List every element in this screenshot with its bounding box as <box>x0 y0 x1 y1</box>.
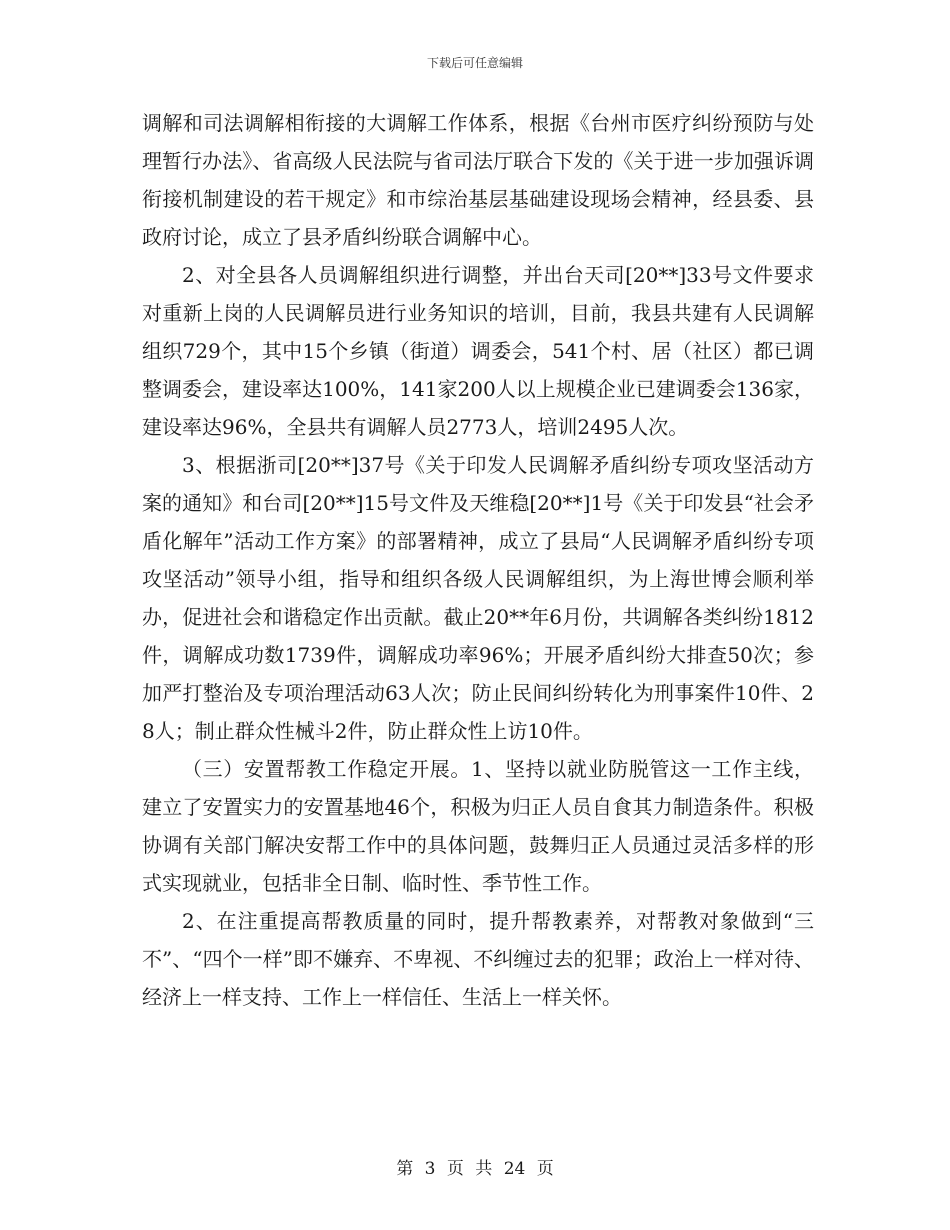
paragraph-5: 2、在注重提高帮教质量的同时，提升帮教素养，对帮教对象做到“三不”、“四个一样”即不嫌弃、不卑视、不纠缠过去的犯罪；政治上一样对待、经济上一样支持、工作上一样信任、生活上一样关怀。 <box>142 909 814 1009</box>
paragraph-1: 调解和司法调解相衔接的大调解工作体系，根据《台州市医疗纠纷预防与处理暂行办法》、省高级人民法院与省司法厅联合下发的《关于进一步加强诉调衔接机制建设的若干规定》和市综治基层基础建设现场会精神，经县委、县政府讨论，成立了县矛盾纠纷联合调解中心。 <box>142 111 814 249</box>
document-body <box>142 104 814 1016</box>
paragraph-2: 2、对全县各人员调解组织进行调整，并出台天司[20**]33号文件要求对重新上岗的人民调解员进行业务知识的培训，目前，我县共建有人民调解组织729个，其中15个乡镇（街道）调委会，541个村、居（社区）都已调整调委会，建设率达100%，141家200人以上规模企业已建调委会136家，建设率达96%，全县共有调解人员2773人，培训2495人次。 <box>142 263 814 439</box>
page-number: 第 3 页 共 24 页 <box>396 1159 554 1179</box>
page-header: 下载后可任意编辑 <box>426 56 523 70</box>
paragraph-4: （三）安置帮教工作稳定开展。1、坚持以就业防脱管这一工作主线，建立了安置实力的安置基地46个，积极为归正人员自食其力制造条件。积极协调有关部门解决安帮工作中的具体问题，鼓舞归正人员通过灵活多样的形式实现就业，包括非全日制、临时性、季节性工作。 <box>142 757 814 895</box>
paragraph-3: 3、根据浙司[20**]37号《关于印发人民调解矛盾纠纷专项攻坚活动方案的通知》和台司[20**]15号文件及天维稳[20**]1号《关于印发县“社会矛盾化解年”活动工作方案》的部署精神，成立了县局“人民调解矛盾纠纷专项攻坚活动”领导小组，指导和组织各级人民调解组织，为上海世博会顺利举办，促进社会和谐稳定作出贡献。截止20**年6月份，共调解各类纠纷1812件，调解成功数1739件，调解成功率96%；开展矛盾纠纷大排查50次；参加严打整治及专项治理活动63人次；防止民间纠纷转化为刑事案件10件、28人；制止群众性械斗2件，防止群众性上访10件。 <box>142 453 814 743</box>
